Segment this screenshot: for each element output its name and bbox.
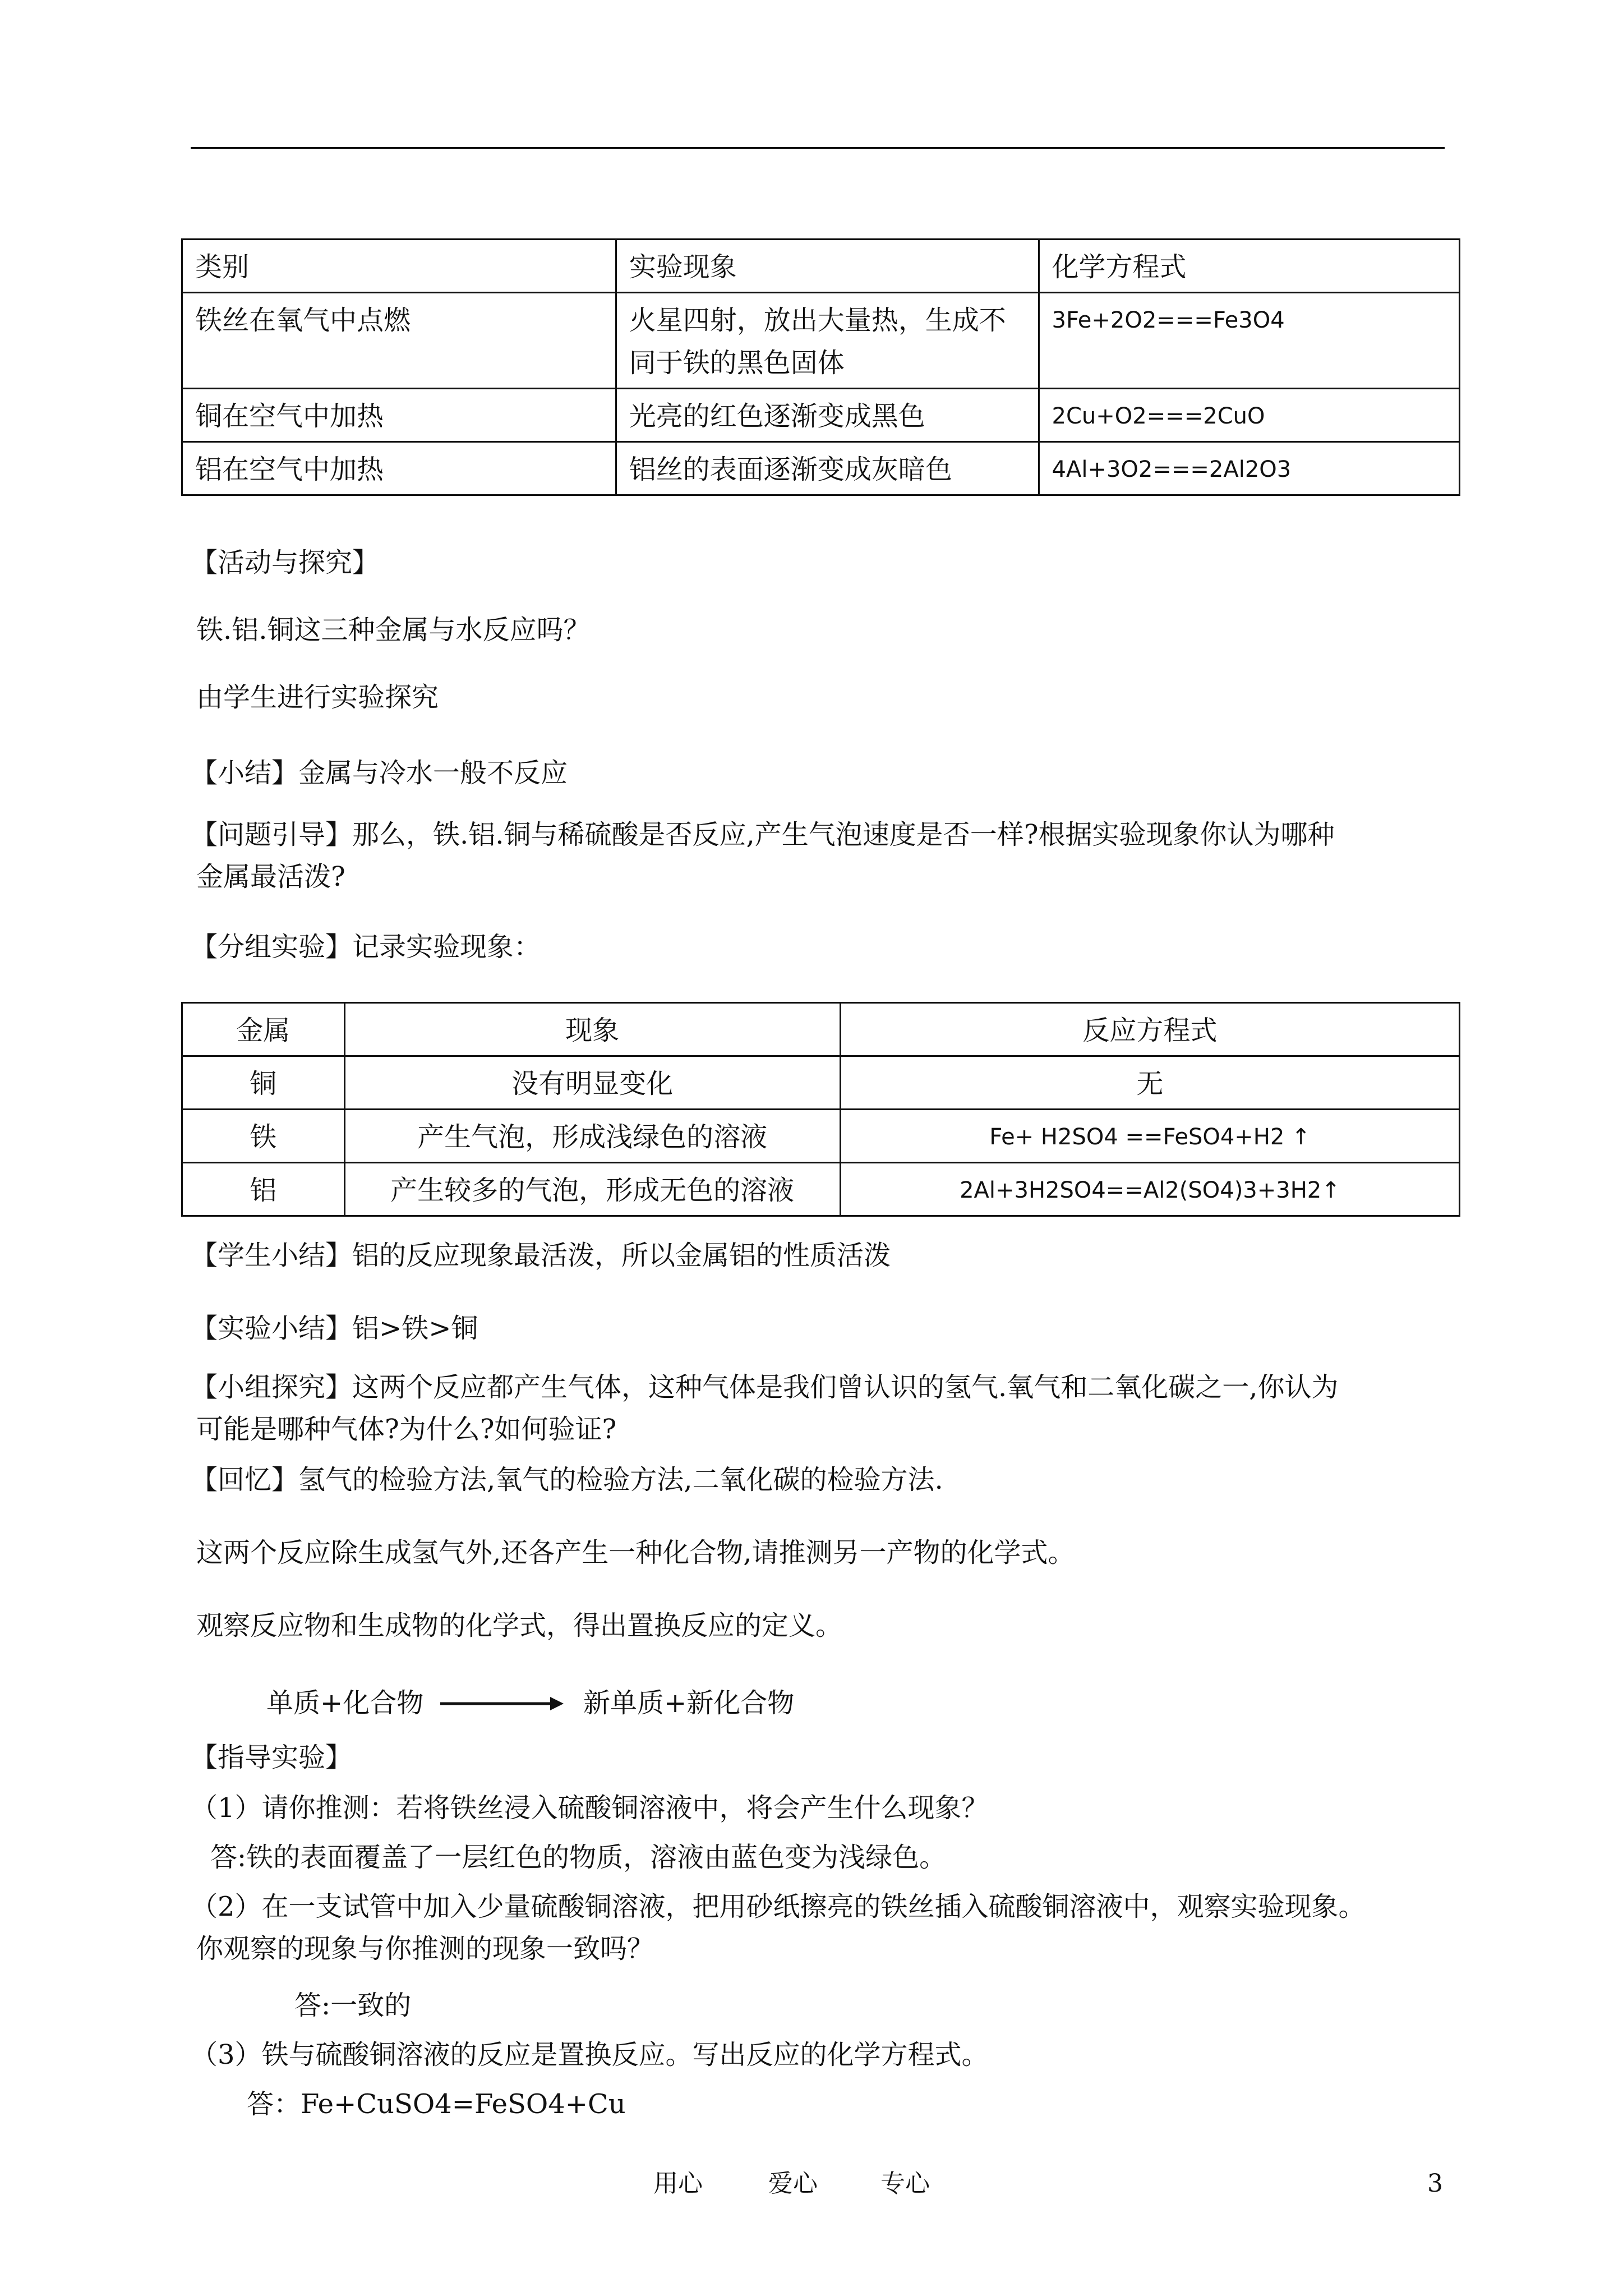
observe-text: 观察反应物和生成物的化学式，得出置换反应的定义。	[196, 1610, 843, 1641]
oxidation-table	[181, 238, 1460, 496]
equation-cell: Fe+ H2SO4 ==FeSO4+H2 ↑	[840, 1110, 1459, 1163]
table-row	[182, 442, 1460, 495]
footer-motto-1: 用心	[653, 2169, 703, 2198]
phenomenon-cell: 产生较多的气泡，形成无色的溶液	[344, 1163, 840, 1216]
category-cell: 铁丝在氧气中点燃	[182, 293, 616, 389]
header-cell: 金属	[182, 1003, 345, 1056]
activity-question: 铁.铝.铜这三种金属与水反应吗？	[196, 614, 591, 646]
group-experiment-text: 【分组实验】记录实验现象：	[191, 931, 541, 963]
question-2-line-2: 你观察的现象与你推测的现象一致吗？	[196, 1933, 654, 1964]
table-row	[182, 1056, 1460, 1110]
header-cell: 类别	[182, 240, 616, 293]
recall-text: 【回忆】氢气的检验方法,氧气的检验方法,二氧化碳的检验方法.	[191, 1464, 943, 1496]
activity-method: 由学生进行实验探究	[196, 682, 439, 713]
header-cell: 反应方程式	[840, 1003, 1459, 1056]
metal-cell: 铁	[182, 1110, 345, 1163]
category-cell: 铜在空气中加热	[182, 389, 616, 442]
table-header-row	[182, 240, 1460, 293]
table-row	[182, 1163, 1460, 1216]
phenomenon-cell	[616, 293, 1039, 389]
phenomenon-line: 同于铁的黑色固体	[629, 347, 845, 379]
equation-cell: 无	[840, 1056, 1459, 1110]
question-1: （1）请你推测：若将铁丝浸入硫酸铜溶液中，将会产生什么现象？	[191, 1792, 989, 1824]
answer-3: 答：Fe+CuSO4=FeSO4+Cu	[247, 2088, 626, 2120]
header-cell: 现象	[344, 1003, 840, 1056]
question-3: （3）铁与硫酸铜溶液的反应是置换反应。写出反应的化学方程式。	[191, 2039, 989, 2070]
phenomenon-cell: 光亮的红色逐渐变成黑色	[616, 389, 1039, 442]
page-number: 3	[1427, 2169, 1443, 2198]
metal-cell: 铜	[182, 1056, 345, 1110]
equation-cell: 3Fe+2O2===Fe3O4	[1039, 293, 1459, 389]
right-arrow-icon	[440, 1692, 564, 1715]
formula-left: 单质+化合物	[266, 1687, 424, 1719]
acid-reaction-table	[181, 1002, 1460, 1217]
footer-motto-3: 专心	[880, 2169, 930, 2198]
phenomenon-cell: 产生气泡，形成浅绿色的溶液	[344, 1110, 840, 1163]
phenomenon-cell: 铝丝的表面逐渐变成灰暗色	[616, 442, 1039, 495]
equation-cell: 2Cu+O2===2CuO	[1039, 389, 1459, 442]
group-explore-line-1: 【小组探究】这两个反应都产生气体，这种气体是我们曾认识的氢气.氧气和二氧化碳之一,你认为	[191, 1372, 1339, 1403]
guide-line-2: 金属最活泼?	[196, 861, 345, 892]
experiment-summary: 【实验小结】铝>铁>铜	[191, 1313, 478, 1344]
infer-text: 这两个反应除生成氢气外,还各产生一种化合物,请推测另一产物的化学式。	[196, 1537, 1075, 1568]
table-row	[182, 389, 1460, 442]
answer-1: 答:铁的表面覆盖了一层红色的物质，溶液由蓝色变为浅绿色。	[210, 1842, 947, 1873]
header-cell: 化学方程式	[1039, 240, 1459, 293]
footer-motto-2: 爱心	[768, 2169, 818, 2198]
metal-cell: 铝	[182, 1163, 345, 1216]
student-summary: 【学生小结】铝的反应现象最活泼，所以金属铝的性质活泼	[191, 1240, 891, 1271]
category-cell: 铝在空气中加热	[182, 442, 616, 495]
table-row	[182, 1110, 1460, 1163]
activity-heading: 【活动与探究】	[191, 547, 380, 578]
group-explore-line-2: 可能是哪种气体?为什么?如何验证?	[196, 1414, 617, 1445]
header-cell: 实验现象	[616, 240, 1039, 293]
equation-cell: 4Al+3O2===2Al2O3	[1039, 442, 1459, 495]
header-rule	[191, 147, 1445, 149]
answer-2: 答:一致的	[294, 1990, 412, 2021]
equation-cell: 2Al+3H2SO4==Al2(SO4)3+3H2↑	[840, 1163, 1459, 1216]
table-header-row	[182, 1003, 1460, 1056]
guide-experiment-heading: 【指导实验】	[191, 1742, 353, 1773]
table-row	[182, 293, 1460, 389]
guide-line-1: 【问题引导】那么，铁.铝.铜与稀硫酸是否反应,产生气泡速度是否一样?根据实验现象你认为哪种	[191, 819, 1335, 850]
question-2-line-1: （2）在一支试管中加入少量硫酸铜溶液，把用砂纸擦亮的铁丝插入硫酸铜溶液中，观察实验现象。	[191, 1891, 1366, 1922]
formula-right: 新单质+新化合物	[583, 1687, 795, 1719]
summary-text: 【小结】金属与冷水一般不反应	[191, 757, 568, 789]
phenomenon-line: 火星四射，放出大量热，生成不	[629, 305, 1006, 336]
phenomenon-cell: 没有明显变化	[344, 1056, 840, 1110]
